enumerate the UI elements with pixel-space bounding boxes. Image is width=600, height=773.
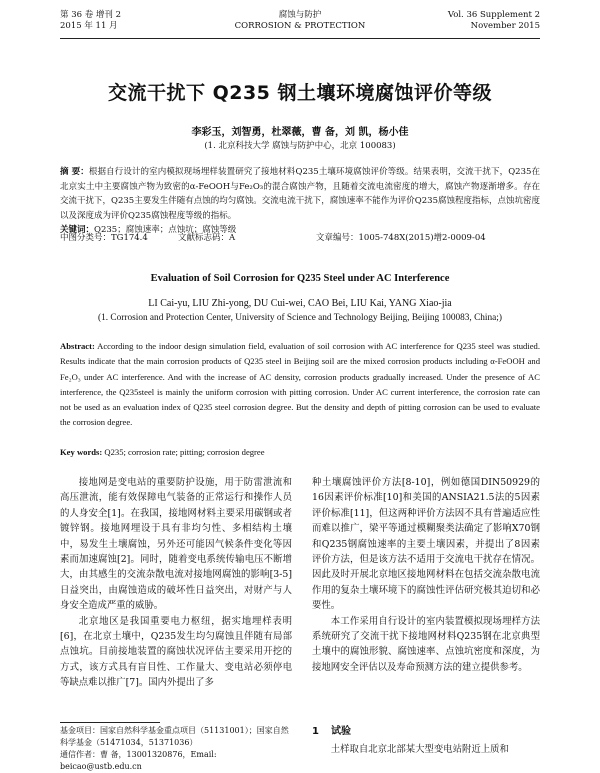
body-column-left [60,475,292,691]
keywords-en-label: Key words: [60,447,103,457]
date-en: November 2015 [470,21,540,31]
abstract-en-text: According to the indoor design simulation field, evaluation of soil corrosion with AC interference for Q235 steel was studied. Results indicate that the main corrosion products of Q235 steel in Beijing soil are the mixed corrosion products including α-FeOOH and Fe₂O₃ under AC interference. And with the increase of AC density, corrosion products gradually increased. Under the presence of AC interference, the Q235steel is mainly the uniform corrosion with pitting corrosion. Under AC current interference, the corrosion rate can not be used as an evaluation index of Q235 steel corrosion degree. But the density and depth of pitting corrosion can be used to evaluate the corrosion degree. [60,341,540,428]
authors-cn: 李彩玉，刘智勇，杜翠薇，曹 备，刘 凯，杨小佳 [191,127,409,138]
running-header [60,10,540,39]
section-heading [312,722,351,737]
footnote-divider [60,722,160,723]
body-paragraph: 种土壤腐蚀评价方法[8-10]，例如德国DIN50929的16因素评价标准[10]和美国的ANSIA21.5法的5因素评价标准[11]，但这两种评价方法因不具有普遍适应性而难以推广，梁平等通过模糊聚类法确定了影响X70钢和Q235钢腐蚀速率的主要土壤因素，并提出了8因素评价方法，但是该方法不适用于交流电干扰存在情况。因此及时开展北京地区接地网材料在包括交流杂散电流作用的复杂土壤环境下的腐蚀性评估研究极其迫切和必要性。 [312,477,540,612]
body-paragraph: 接地网是变电站的重要防护设施，用于防雷泄流和高压泄流，能有效保障电气装备的正常运行和操作人员的人身安全[1]。在我国，接地网材料主要采用碳钢或者镀锌钢。接地网埋设于具有非均匀性、多相结构土壤中，易发生土壤腐蚀，另外还可能因气候条件变化等因素而加速腐蚀[2]。同时，随着变电系统传输电压不断增大，由其感生的交流杂散电流对接地网腐蚀的影响[3-5]日益突出，由腐蚀造成的破坏性日益突出，对财产与人身安全造成严重的威胁。 [60,477,292,612]
paper-title-en: Evaluation of Soil Corrosion for Q235 Steel under AC Interference [150,273,450,284]
abstract-cn-text: 根据自行设计的室内模拟现场埋样装置研究了接地材料Q235土壤环境腐蚀评价等级。结果表明，交流干扰下，Q235在北京实土中主要腐蚀产物为致密的α-FeOOH与Fe₂O₃的混合腐蚀产物，且随着交流电流密度的增大，腐蚀产物逐渐增多。存在交流干扰下，Q235主要发生伴随有点蚀的均匀腐蚀。交流电流干扰下，腐蚀速率不能作为评价Q235腐蚀程度指标，点蚀坑密度以及深度成为评价Q235腐蚀程度等级的指标。 [60,167,541,221]
section-number: 1 [312,726,319,737]
abstract-en-label: Abstract: [60,341,95,351]
affiliation-en: (1. Corrosion and Protection Center, University of Science and Technology Beijing, Beijing 100083, China;) [98,313,502,323]
header-right [448,10,540,32]
volume-en: Vol. 36 Supplement 2 [447,10,540,20]
abstract-cn-label: 摘 要： [60,167,89,177]
body-paragraph: 本工作采用自行设计的室内装置模拟现场埋样方法系统研究了交流干扰下接地网材料Q235钢在北京典型土壤中的腐蚀形貌、腐蚀速率、点蚀坑密度和深度，为接地网安全评估以及寿命预测方法的建立提供参考。 [312,615,540,673]
abstract-cn [60,165,540,238]
volume-issue: 第 36 卷 增刊 2 [60,10,122,20]
clc-number: 中图分类号：TG174.4 [60,233,148,243]
keywords-en-text: Q235; corrosion rate; pitting; corrosion degree [104,447,265,457]
paper-title-cn: 交流干扰下 Q235 钢土壤环境腐蚀评价等级 [107,82,493,104]
authors-en: LI Cai-yu, LIU Zhi-yong, DU Cui-wei, CAO Bei, LIU Kai, YANG Xiao-jia [148,298,452,309]
journal-name-en: CORROSION & PROTECTION [234,21,366,31]
affiliation-cn: (1. 北京科技大学 腐蚀与防护中心，北京 100083) [204,141,396,151]
corresponding-author-note: 通信作者：曹 备，13001320876，Email: beicao@ustb.edu.cn [60,750,217,771]
keywords-cn-text: Q235；腐蚀速率；点蚀坑；腐蚀等级 [94,225,237,235]
section-paragraph: 土样取自北京北部某大型变电站附近上质和 [330,744,509,755]
body-paragraph: 北京地区是我国重要电力枢纽，据实地埋样表明[6]，在北京土壤中，Q235发生均匀腐蚀且伴随有局部点蚀坑。目前接地装置的腐蚀状况评估主要采用开挖的方式，该方式具有盲目性、工作量大、变电站必须停电等缺点难以推广[7]。国内外提出了多 [60,615,292,689]
section-title: 试验 [330,726,351,737]
document-code: 文献标志码：A [178,233,236,243]
issue-date: 2015 年 11 月 [60,21,118,31]
keywords-cn-label: 关键词： [60,225,95,235]
article-number: 文章编号：1005-748X(2015)增2-0009-04 [316,233,486,243]
body-column-right [312,475,540,675]
abstract-en [60,339,540,431]
journal-name-cn: 腐蚀与防护 [278,10,322,20]
article-meta [60,231,540,245]
keywords-en [60,447,540,457]
funding-note: 基金项目：国家自然科学基金重点项目（51131001）；国家自然科学基金（51471034，51371036） [60,726,289,747]
